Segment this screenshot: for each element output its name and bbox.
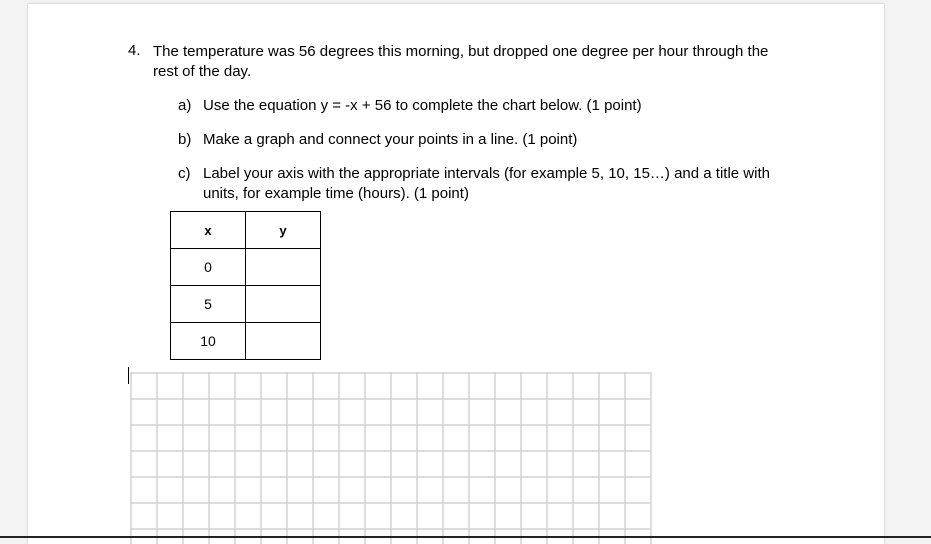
cell-y[interactable] bbox=[246, 323, 321, 360]
header-x[interactable]: x bbox=[171, 212, 246, 249]
graph-paper-grid[interactable] bbox=[130, 372, 652, 544]
xy-table bbox=[170, 211, 321, 360]
part-a-text: Use the equation y = -x + 56 to complete the chart below. (1 point) bbox=[203, 97, 642, 114]
cell-y[interactable] bbox=[246, 286, 321, 323]
part-a-label: a) bbox=[178, 97, 192, 114]
part-b-label: b) bbox=[178, 131, 192, 148]
question-text: The temperature was 56 degrees this morning, but dropped one degree per hour through the rest of the day. bbox=[153, 43, 769, 80]
cell-y[interactable] bbox=[246, 249, 321, 286]
part-b-text: Make a graph and connect your points in a line. (1 point) bbox=[203, 131, 578, 148]
cell-x[interactable]: 5 bbox=[171, 286, 246, 323]
part-c-label: c) bbox=[178, 165, 191, 182]
table-row bbox=[171, 249, 321, 286]
table-row bbox=[171, 286, 321, 323]
cell-x[interactable]: 0 bbox=[171, 249, 246, 286]
table-header-row bbox=[171, 212, 321, 249]
document-page[interactable] bbox=[28, 4, 884, 544]
text-cursor bbox=[128, 367, 129, 384]
question-number: 4. bbox=[128, 42, 141, 59]
header-y[interactable]: y bbox=[246, 212, 321, 249]
part-c-text: Label your axis with the appropriate intervals (for example 5, 10, 15…) and a title with units, for example time (hours). (1 point) bbox=[203, 165, 770, 202]
cell-x[interactable]: 10 bbox=[171, 323, 246, 360]
table-row bbox=[171, 323, 321, 360]
